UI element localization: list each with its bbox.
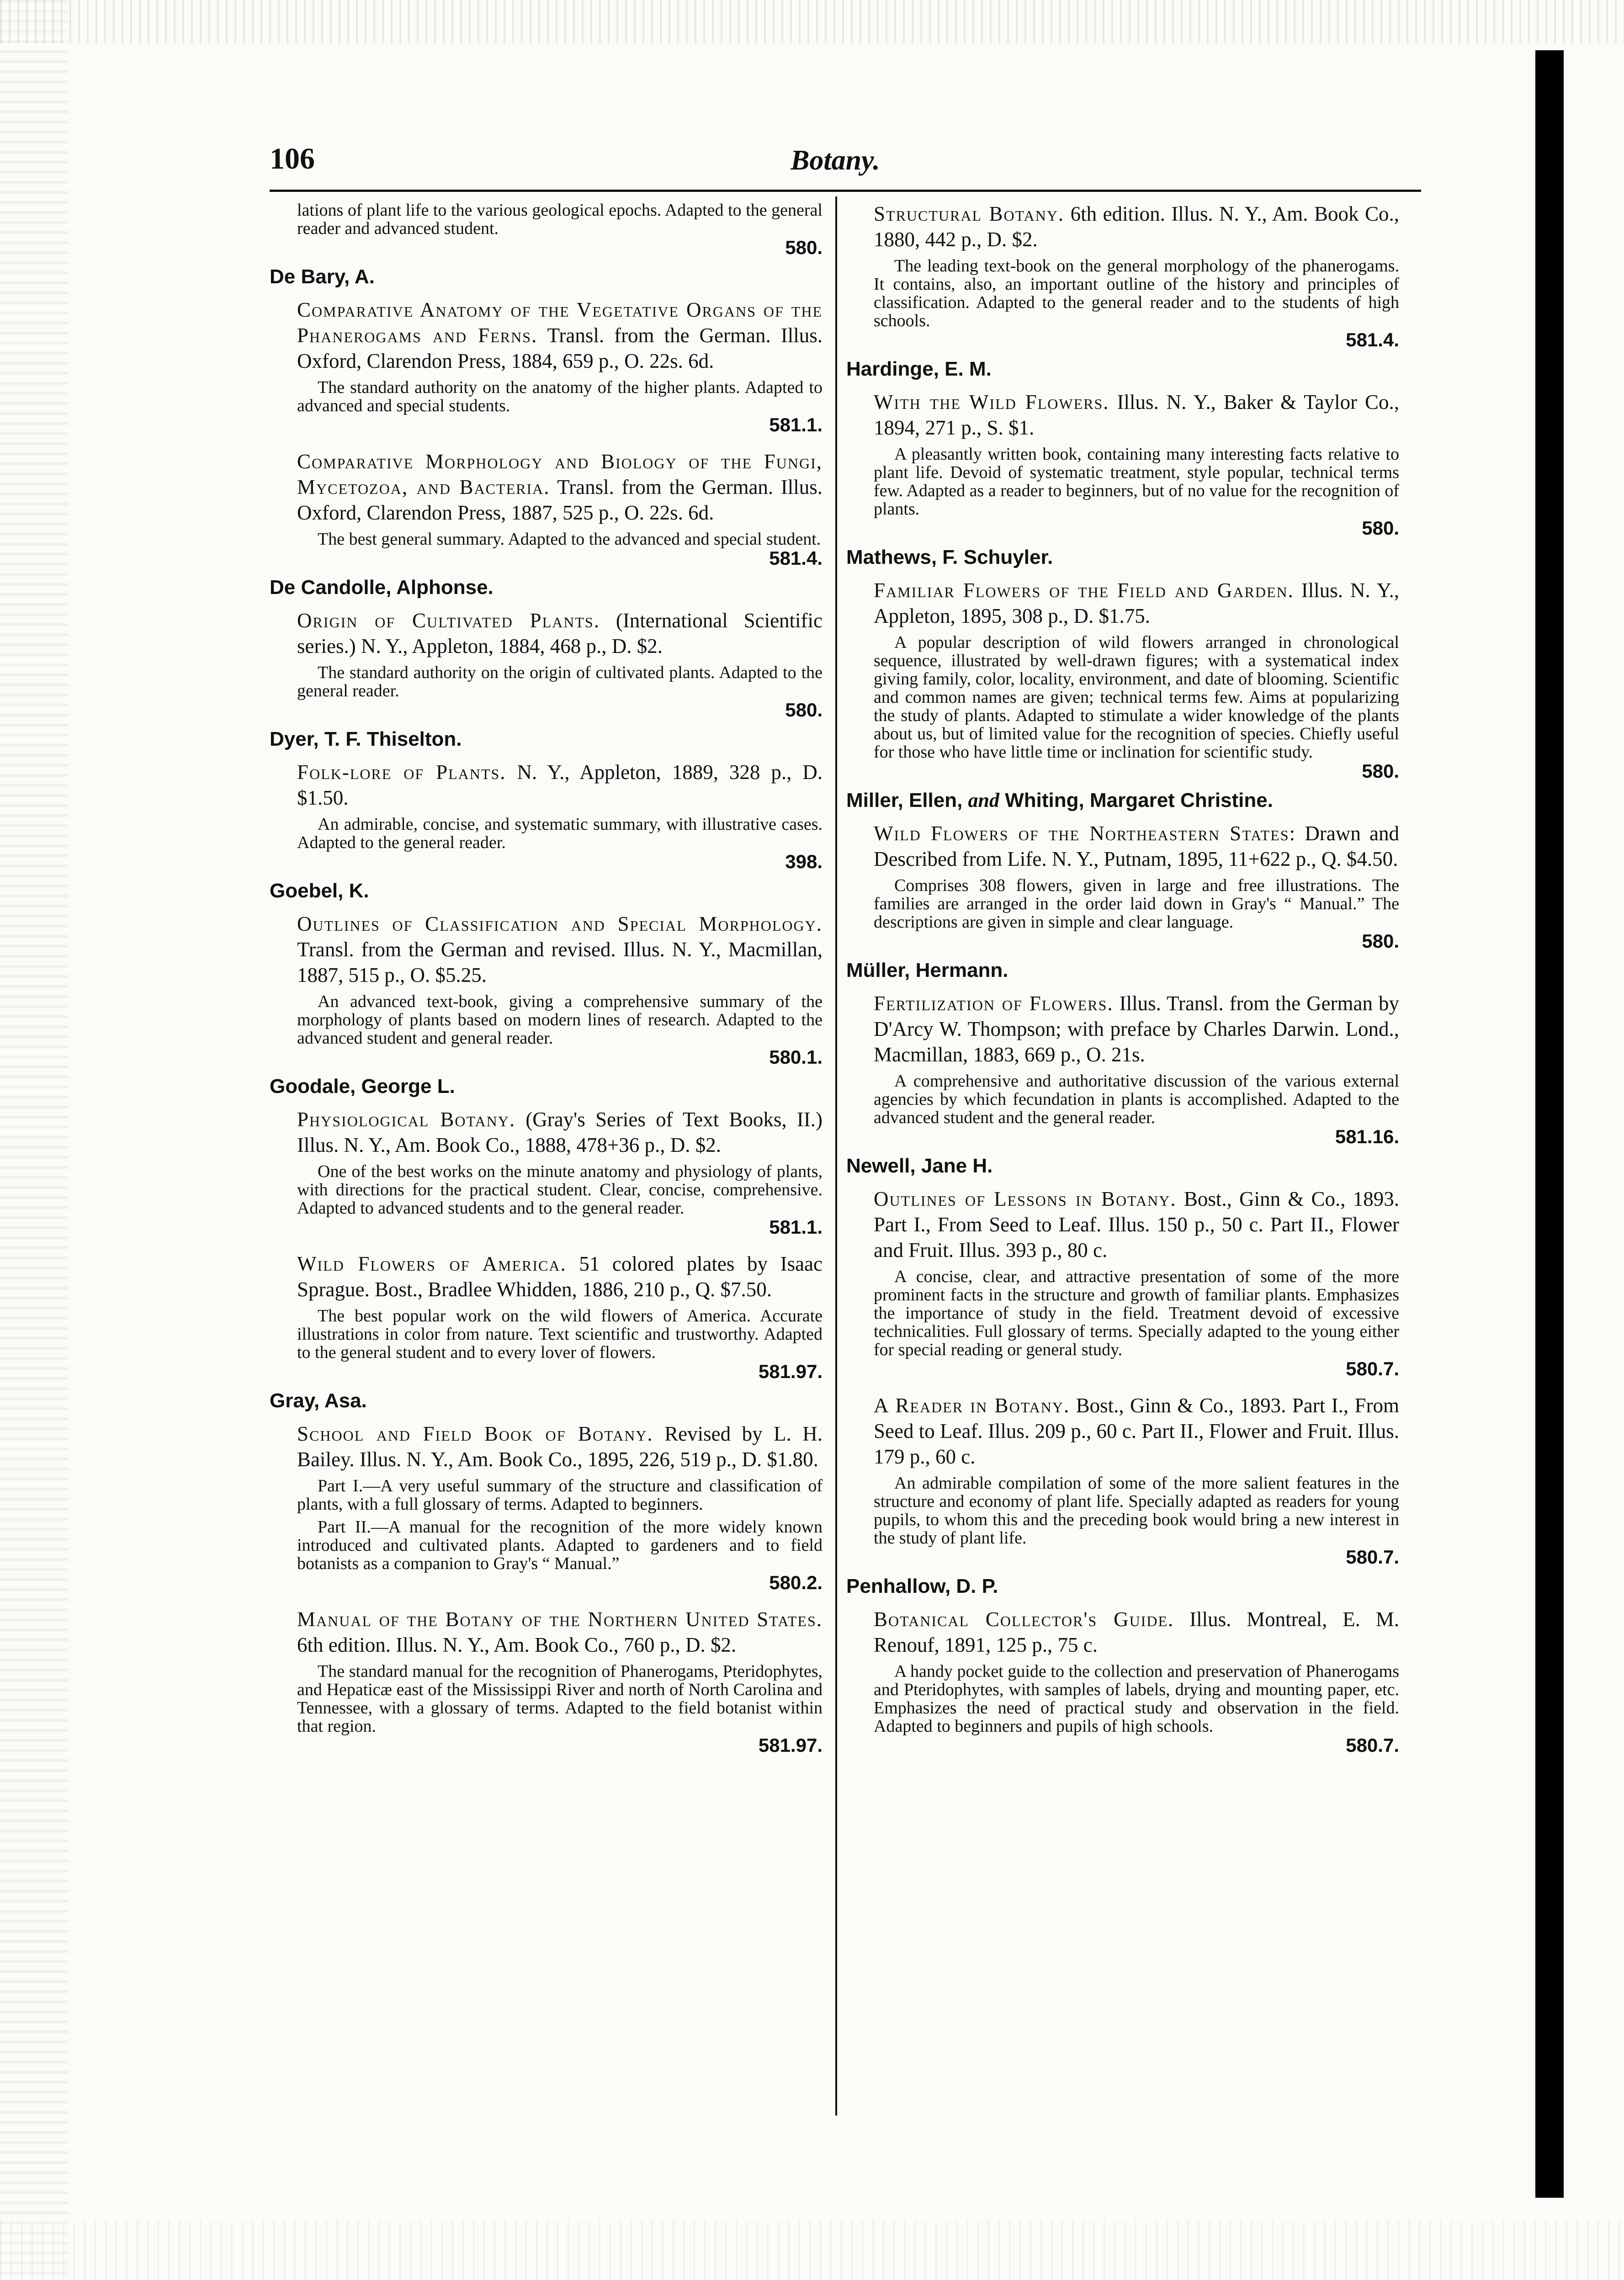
author-name-first: Miller, Ellen, (846, 789, 963, 811)
book-entry (297, 608, 823, 720)
book-description: A handy pocket guide to the collection and preservation of Phanerogams and Pteridophytes, with samples of labels, drying and mounting paper, etc. Emphasizes the need of practical study and observation in the field. Adapted to beginners and pupils of high schools. (874, 1662, 1399, 1736)
class-number: 581.16. (1335, 1126, 1399, 1147)
book-title: Fertilization of Flowers. (874, 992, 1114, 1015)
book-title: School and Field Book of Botany. (297, 1422, 653, 1445)
class-number: 580. (785, 237, 823, 258)
class-number: 580.2. (769, 1572, 823, 1593)
book-entry (874, 991, 1399, 1147)
class-number: 580. (1362, 760, 1399, 782)
book-title: Wild Flowers of America. (297, 1252, 567, 1275)
book-imprint: Illus. Montreal, E. M. Renouf, 1891, 125 p., 75 c. (874, 1608, 1400, 1656)
book-title: Origin of Cultivated Plants. (297, 609, 600, 632)
book-entry (297, 911, 823, 1067)
class-number: 580. (1362, 517, 1399, 539)
book-description: The leading text-book on the general morphology of the phanerogams. It contains, also, an important outline of the history and principles of classification. Adapted to the general reader and to the students of high schools. (874, 256, 1399, 330)
book-description: A popular description of wild flowers arranged in chronological sequence, illustrated by well-drawn figures; with a systematical index giving family, color, locality, environment, and date of blooming. Scientific and common names are given; technical terms few. Aims at popularizing the study of plants. Adapted to stimulate a wider knowledge of the plants about us, but of limited value for the recognition of species. Chiefly useful for those who have little time or inclination for scientific study. (874, 633, 1399, 762)
book-entry (297, 1251, 823, 1382)
book-imprint: Transl. from the German. Illus. Oxford, Clarendon Press, 1887, 525 p., O. 22s. 6d. (297, 476, 823, 524)
book-imprint: Transl. from the German. Illus. Oxford, Clarendon Press, 1884, 659 p., O. 22s. 6d. (297, 324, 823, 372)
book-entry (297, 1421, 823, 1593)
book-imprint: Bost., Ginn & Co., 1893. Part I., From Seed to Leaf. Illus. 150 p., 50 c. Part II., Flower and Fruit. Illus. 393 p., 80 c. (874, 1188, 1400, 1262)
book-entry (297, 449, 823, 568)
author-name: De Bary, A. (270, 265, 375, 288)
author-name: Gray, Asa. (270, 1389, 367, 1412)
author-name: Hardinge, E. M. (846, 358, 992, 380)
scan-margin-bottom (0, 2221, 1624, 2280)
book-imprint: Revised by L. H. Bailey. Illus. N. Y., Am. Book Co., 1895, 226, 519 p., D. $1.80. (297, 1422, 823, 1471)
book-imprint: Bost., Ginn & Co., 1893. Part I., From Seed to Leaf. Illus. 209 p., 60 c. Part II., Flower and Fruit. Illus. 179 p., 60 c. (874, 1394, 1399, 1468)
book-imprint: Illus. N. Y., Appleton, 1895, 308 p., D. $1.75. (874, 579, 1400, 627)
book-imprint: (Gray's Series of Text Books, II.) Illus. N. Y., Am. Book Co., 1888, 478+36 p., D. $2. (297, 1108, 823, 1156)
book-entry (874, 578, 1399, 781)
book-description: An advanced text-book, giving a comprehensive summary of the morphology of plants based on modern lines of research. Adapted to the advanced student and general reader. (297, 992, 823, 1048)
entry-mathews (846, 545, 1399, 781)
book-title: With the Wild Flowers. (874, 391, 1109, 414)
book-description: The standard manual for the recognition of Phanerogams, Pteridophytes, and Hepaticæ east of the Mississippi River and north of North Carolina and Tennessee, with a glossary of terms. Adapted to the field botanist within that region. (297, 1662, 823, 1736)
entry-gray-continued (846, 201, 1399, 350)
page-edge-shadow (1535, 50, 1564, 2198)
entry-goebel (270, 878, 823, 1067)
entry-miller (846, 788, 1399, 951)
book-entry (297, 759, 823, 872)
book-description: The best popular work on the wild flowers of America. Accurate illustrations in color from nature. Text scientific and trustworthy. Adapted to the general student and to every lover of flowers. (297, 1306, 823, 1362)
class-number: 581.97. (758, 1361, 823, 1382)
book-imprint: Illus. N. Y., Baker & Taylor Co., 1894, 271 p., S. $1. (874, 391, 1399, 439)
book-description: Comprises 308 flowers, given in large and free illustrations. The families are arranged in the order laid down in Gray's “ Manual.” The descriptions are given in simple and clear language. (874, 876, 1399, 932)
left-column (270, 201, 823, 1759)
author-name: Newell, Jane H. (846, 1155, 993, 1177)
book-entry (297, 1107, 823, 1237)
continuation-text: lations of plant life to the various geological epochs. Adapted to the general reader and advanced student. (297, 201, 823, 238)
right-column (846, 201, 1399, 1759)
book-imprint: Drawn and Described from Life. N. Y., Putnam, 1895, 11+622 p., Q. $4.50. (874, 822, 1400, 870)
page-header (270, 142, 1421, 183)
entry-goodale (270, 1074, 823, 1382)
book-entry (874, 821, 1399, 951)
class-number: 580. (1362, 930, 1399, 952)
scan-margin-left (0, 0, 69, 2280)
author-name: Goodale, George L. (270, 1075, 455, 1098)
book-description: A concise, clear, and attractive presentation of some of the more prominent facts in the structure and growth of familiar plants. Emphasizes the importance of study in the field. Treatment devoid of excessive technicalities. Full glossary of terms. Specially adapted to the young either for special reading or general study. (874, 1267, 1399, 1359)
class-number: 581.4. (1346, 329, 1399, 350)
entry-hardinge (846, 356, 1399, 538)
book-entry (874, 1393, 1399, 1567)
class-number: 580.7. (1346, 1546, 1399, 1568)
author-name: Dyer, T. F. Thiselton. (270, 728, 462, 750)
entry-newell (846, 1153, 1399, 1567)
author-name: Müller, Hermann. (846, 959, 1008, 981)
book-title: Manual of the Botany of the Northern United States. (297, 1608, 823, 1631)
book-entry (297, 1607, 823, 1755)
book-title: Comparative Anatomy of the Vegetative Organs of the Phanerogams and Ferns. (297, 298, 823, 347)
book-entry (297, 297, 823, 435)
page-number: 106 (270, 142, 315, 175)
class-number: 398. (785, 851, 823, 872)
author-name (846, 788, 1399, 813)
class-number: 580.7. (1346, 1734, 1399, 1756)
class-number: 581.97. (758, 1734, 823, 1756)
book-description: Part I.—A very useful summary of the structure and classification of plants, with a full glossary of terms. Adapted to beginners. (297, 1476, 823, 1514)
book-title: A Reader in Botany. (874, 1394, 1070, 1417)
book-imprint: 51 colored plates by Isaac Sprague. Bost., Bradlee Whidden, 1886, 210 p., Q. $7.50. (297, 1252, 823, 1301)
book-description: An admirable, concise, and systematic summary, with illustrative cases. Adapted to the general reader. (297, 815, 823, 852)
book-description: The standard authority on the origin of cultivated plants. Adapted to the general reader. (297, 663, 823, 700)
book-imprint: Transl. from the German and revised. Illus. N. Y., Macmillan, 1887, 515 p., O. $5.25. (297, 938, 823, 986)
book-entry (874, 1607, 1399, 1755)
book-title: Comparative Morphology and Biology of the Fungi, Mycetozoa, and Bacteria. (297, 450, 823, 498)
book-description: The best general summary. Adapted to the advanced and special student. (318, 530, 821, 549)
entry-penhallow (846, 1574, 1399, 1755)
author-name-second: Whiting, Margaret Christine. (1005, 789, 1273, 811)
class-number: 581.4. (769, 547, 823, 569)
author-name: Penhallow, D. P. (846, 1575, 998, 1597)
book-title: Structural Botany. (874, 202, 1065, 225)
class-number: 581.1. (769, 1216, 823, 1238)
book-description: Part II.—A manual for the recognition of the more widely known introduced and cultivated plants. Adapted to gardeners and to field botanists as a companion to Gray's “ Manual.” (297, 1517, 823, 1573)
entry-gray (270, 1388, 823, 1755)
scan-margin-top (0, 0, 1624, 43)
book-description: A comprehensive and authoritative discussion of the various external agencies by which fecundation in plants is accomplished. Adapted to the advanced student and the general reader. (874, 1071, 1399, 1127)
book-description: One of the best works on the minute anatomy and physiology of plants, with directions for the practical student. Clear, concise, comprehensive. Adapted to advanced students and to the general reader. (297, 1162, 823, 1218)
entry-dyer (270, 726, 823, 872)
book-description: An admirable compilation of some of the more salient features in the structure and economy of plant life. Specially adapted as readers for young pupils, to whom this and the preceding book would bring a new interest in the study of plant life. (874, 1474, 1399, 1548)
class-number: 580.7. (1346, 1358, 1399, 1379)
book-imprint: 6th edition. Illus. N. Y., Am. Book Co., 760 p., D. $2. (297, 1633, 737, 1656)
book-title: Botanical Collector's Guide. (874, 1608, 1174, 1631)
book-title: Wild Flowers of the Northeastern States: (874, 822, 1296, 845)
class-number: 581.1. (769, 414, 823, 435)
entry-decandolle (270, 575, 823, 720)
header-rule (270, 190, 1421, 192)
entry-continuation (270, 201, 823, 258)
column-divider (835, 196, 837, 2116)
entry-debary (270, 264, 823, 568)
book-imprint: Illus. Transl. from the German by D'Arcy W. Thompson; with preface by Charles Darwin. Lond., Macmillan, 1883, 669 p., O. 21s. (874, 992, 1399, 1066)
book-title: Folk-lore of Plants. (297, 761, 506, 784)
author-name: Goebel, K. (270, 880, 369, 902)
author-name: Mathews, F. Schuyler. (846, 546, 1053, 568)
entry-muller (846, 958, 1399, 1147)
book-title: Outlines of Classification and Special Morphology. (297, 912, 823, 935)
class-number: 580.1. (769, 1046, 823, 1068)
author-conjunction: and (968, 789, 1000, 811)
book-entry (874, 389, 1399, 538)
book-description: A pleasantly written book, containing many interesting facts relative to plant life. Devoid of systematic treatment, style popular, technical terms few. Adapted as a reader to beginners, but of no value for the recognition of plants. (874, 445, 1399, 519)
class-number: 580. (785, 699, 823, 721)
book-imprint: 6th edition. Illus. N. Y., Am. Book Co., 1880, 442 p., D. $2. (874, 202, 1399, 251)
book-entry (874, 1186, 1399, 1379)
book-title: Outlines of Lessons in Botany. (874, 1188, 1177, 1210)
author-name: De Candolle, Alphonse. (270, 576, 494, 599)
book-entry (874, 201, 1399, 350)
book-title: Familiar Flowers of the Field and Garden. (874, 579, 1294, 602)
book-imprint: N. Y., Appleton, 1889, 328 p., D. $1.50. (297, 761, 823, 809)
book-description: The standard authority on the anatomy of the higher plants. Adapted to advanced and special students. (297, 378, 823, 415)
running-title: Botany. (791, 145, 880, 176)
book-imprint: (International Scientific series.) N. Y., Appleton, 1884, 468 p., D. $2. (297, 609, 823, 657)
book-title: Physiological Botany. (297, 1108, 516, 1131)
